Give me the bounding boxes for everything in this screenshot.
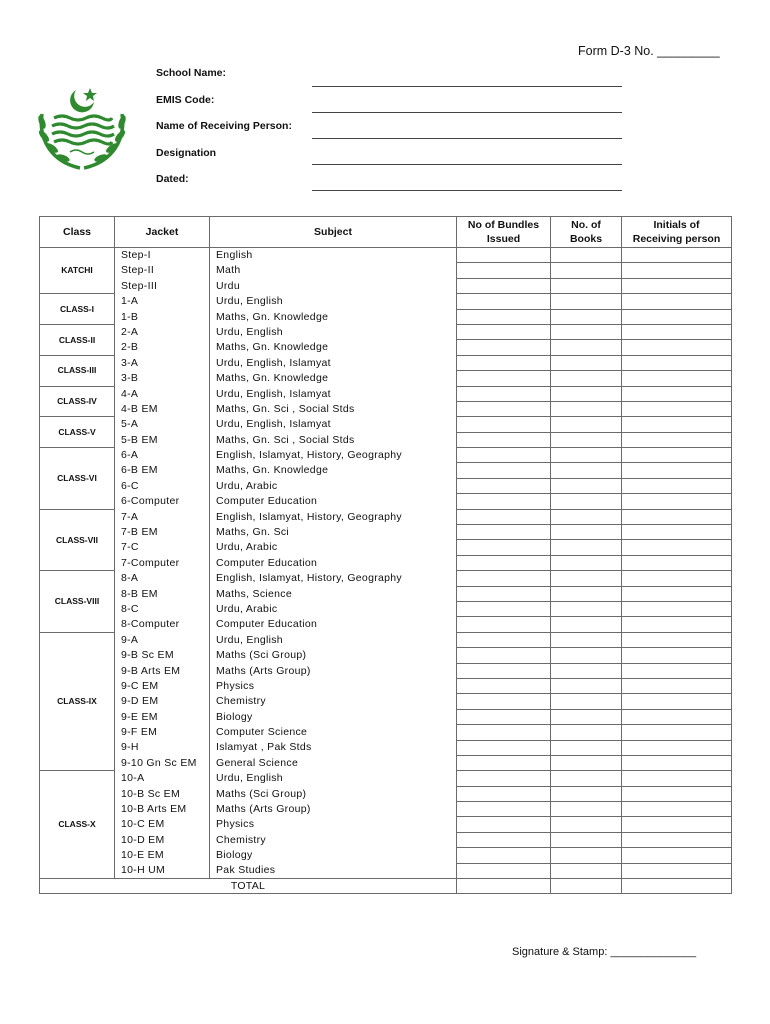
books-count-cell[interactable] [551,786,622,801]
school-name-label: School Name: [156,67,227,79]
subject-cell: Chemistry [210,832,457,847]
initials-cell[interactable] [622,755,732,770]
bundles-issued-cell[interactable] [457,263,551,278]
table-row [40,494,732,509]
initials-cell[interactable] [622,386,732,401]
jacket-cell: 2-A [115,324,210,339]
bundles-issued-cell[interactable] [457,509,551,524]
table-row [40,648,732,663]
bundles-issued-cell[interactable] [457,309,551,324]
books-count-cell[interactable] [551,417,622,432]
table-row [40,832,732,847]
initials-cell[interactable] [622,663,732,678]
books-count-cell[interactable] [551,771,622,786]
books-count-cell[interactable] [551,509,622,524]
table-row [40,740,732,755]
jacket-cell: 10-C EM [115,817,210,832]
total-books-cell[interactable] [551,879,622,894]
dated-label: Dated: [156,173,189,185]
jacket-cell: 2-B [115,340,210,355]
initials-cell[interactable] [622,448,732,463]
table-row [40,525,732,540]
table-row [40,340,732,355]
bundles-issued-cell[interactable] [457,740,551,755]
initials-cell[interactable] [622,555,732,570]
initials-cell[interactable] [622,725,732,740]
subject-cell: Urdu, English [210,632,457,647]
class-cell: CLASS-IX [40,632,115,771]
books-count-cell[interactable] [551,340,622,355]
books-count-cell[interactable] [551,263,622,278]
subject-cell: Computer Science [210,725,457,740]
table-row [40,540,732,555]
initials-cell[interactable] [622,401,732,416]
class-cell: CLASS-II [40,324,115,355]
books-count-cell[interactable] [551,601,622,616]
subject-cell: Pak Studies [210,863,457,878]
books-count-cell[interactable] [551,525,622,540]
bundles-issued-cell[interactable] [457,401,551,416]
books-count-cell[interactable] [551,324,622,339]
subject-cell: Math [210,263,457,278]
bundles-issued-cell[interactable] [457,725,551,740]
initials-cell[interactable] [622,340,732,355]
initials-cell[interactable] [622,617,732,632]
initials-cell[interactable] [622,417,732,432]
jacket-cell: 10-E EM [115,848,210,863]
table-row [40,694,732,709]
books-count-cell[interactable] [551,355,622,370]
jacket-cell: 9-H [115,740,210,755]
class-cell: CLASS-VI [40,448,115,510]
subject-cell: Urdu [210,278,457,293]
bundles-issued-cell[interactable] [457,755,551,770]
table-row [40,432,732,447]
initials-cell[interactable] [622,571,732,586]
books-count-cell[interactable] [551,555,622,570]
jacket-cell: 9-B Sc EM [115,648,210,663]
total-bundles-cell[interactable] [457,879,551,894]
bundles-issued-cell[interactable] [457,571,551,586]
table-row [40,632,732,647]
books-count-cell[interactable] [551,648,622,663]
subject-cell: Maths (Sci Group) [210,648,457,663]
table-row [40,248,732,263]
table-row [40,401,732,416]
jacket-cell: 9-B Arts EM [115,663,210,678]
subject-cell: Maths, Gn. Sci , Social Stds [210,432,457,447]
punjab-emblem-logo [32,82,132,174]
subject-cell: Urdu, English, Islamyat [210,417,457,432]
jacket-cell: 8-C [115,601,210,616]
books-count-cell[interactable] [551,540,622,555]
bundles-issued-cell[interactable] [457,709,551,724]
bundles-issued-cell[interactable] [457,694,551,709]
column-header-jacket: Jacket [115,217,210,248]
subject-cell: Urdu, Arabic [210,601,457,616]
bundles-issued-cell[interactable] [457,340,551,355]
bundles-issued-cell[interactable] [457,355,551,370]
books-count-cell[interactable] [551,309,622,324]
initials-cell[interactable] [622,632,732,647]
subject-cell: Urdu, English, Islamyat [210,355,457,370]
bundles-issued-cell[interactable] [457,848,551,863]
bundles-issued-cell[interactable] [457,324,551,339]
table-row [40,817,732,832]
subject-cell: Biology [210,709,457,724]
subject-cell: Maths (Arts Group) [210,663,457,678]
subject-cell: Maths (Sci Group) [210,786,457,801]
emis-code-label: EMIS Code: [156,94,215,106]
jacket-cell: 6-Computer [115,494,210,509]
bundles-issued-cell[interactable] [457,817,551,832]
table-row [40,709,732,724]
books-count-cell[interactable] [551,494,622,509]
bundles-issued-cell[interactable] [457,632,551,647]
bundles-issued-cell[interactable] [457,432,551,447]
books-count-cell[interactable] [551,278,622,293]
subject-cell: Islamyat , Pak Stds [210,740,457,755]
books-count-cell[interactable] [551,571,622,586]
designation-label: Designation [156,147,217,159]
jacket-cell: 7-A [115,509,210,524]
jacket-cell: 10-B Sc EM [115,786,210,801]
table-row [40,725,732,740]
initials-cell[interactable] [622,802,732,817]
books-count-cell[interactable] [551,694,622,709]
subject-cell: Physics [210,817,457,832]
table-row [40,448,732,463]
subject-cell: Maths (Arts Group) [210,802,457,817]
table-row [40,463,732,478]
initials-cell[interactable] [622,694,732,709]
jacket-cell: 4-B EM [115,401,210,416]
books-count-cell[interactable] [551,678,622,693]
subject-cell: Urdu, Arabic [210,478,457,493]
table-row [40,555,732,570]
jacket-cell: 7-B EM [115,525,210,540]
subject-cell: English [210,248,457,263]
bundles-issued-cell[interactable] [457,648,551,663]
table-row [40,309,732,324]
subject-cell: Urdu, English, Islamyat [210,386,457,401]
books-count-cell[interactable] [551,294,622,309]
bundles-issued-cell[interactable] [457,371,551,386]
initials-cell[interactable] [622,294,732,309]
initials-cell[interactable] [622,463,732,478]
table-row [40,509,732,524]
subject-cell: Computer Education [210,617,457,632]
jacket-cell: 9-D EM [115,694,210,709]
jacket-cell: 1-B [115,309,210,324]
jacket-cell: 7-Computer [115,555,210,570]
table-row [40,786,732,801]
bundles-issued-cell[interactable] [457,863,551,878]
books-count-cell[interactable] [551,755,622,770]
school-name-field[interactable] [312,86,622,87]
table-row [40,771,732,786]
initials-cell[interactable] [622,494,732,509]
books-count-cell[interactable] [551,617,622,632]
bundles-issued-cell[interactable] [457,663,551,678]
bundles-issued-cell[interactable] [457,832,551,847]
jacket-cell: Step-III [115,278,210,293]
table-row [40,478,732,493]
initials-cell[interactable] [622,709,732,724]
jacket-cell: 10-D EM [115,832,210,847]
jacket-cell: 10-A [115,771,210,786]
initials-cell[interactable] [622,771,732,786]
subject-cell: Maths, Gn. Knowledge [210,309,457,324]
jacket-cell: 10-B Arts EM [115,802,210,817]
bundles-issued-cell[interactable] [457,417,551,432]
bundles-issued-cell[interactable] [457,802,551,817]
bundles-issued-cell[interactable] [457,278,551,293]
column-header-books: No. of Books [551,217,622,248]
table-row [40,386,732,401]
subject-cell: Physics [210,678,457,693]
jacket-cell: 1-A [115,294,210,309]
table-row [40,863,732,878]
jacket-cell: 4-A [115,386,210,401]
initials-cell[interactable] [622,740,732,755]
books-count-cell[interactable] [551,432,622,447]
column-header-class: Class [40,217,115,248]
subject-cell: Urdu, English [210,324,457,339]
subject-cell: English, Islamyat, History, Geography [210,448,457,463]
receiving-person-label: Name of Receiving Person: [156,120,292,132]
subject-cell: Chemistry [210,694,457,709]
subject-cell: Maths, Gn. Knowledge [210,371,457,386]
table-row [40,848,732,863]
bundles-issued-cell[interactable] [457,771,551,786]
jacket-cell: 8-Computer [115,617,210,632]
class-cell: CLASS-VII [40,509,115,571]
emis-code-field[interactable] [312,112,622,113]
bundles-issued-cell[interactable] [457,617,551,632]
subject-cell: Urdu, Arabic [210,540,457,555]
class-cell: CLASS-I [40,294,115,325]
jacket-cell: 6-B EM [115,463,210,478]
subject-cell: Biology [210,848,457,863]
jacket-cell: 9-A [115,632,210,647]
bundles-issued-cell[interactable] [457,525,551,540]
subject-cell: English, Islamyat, History, Geography [210,571,457,586]
bundles-issued-cell[interactable] [457,463,551,478]
books-count-cell[interactable] [551,802,622,817]
class-cell: CLASS-VIII [40,571,115,633]
subject-cell: Maths, Gn. Sci [210,525,457,540]
initials-cell[interactable] [622,678,732,693]
initials-cell[interactable] [622,832,732,847]
table-row [40,617,732,632]
dated-field[interactable] [312,190,622,191]
initials-cell[interactable] [622,278,732,293]
books-count-cell[interactable] [551,832,622,847]
total-initials-cell[interactable] [622,879,732,894]
table-row [40,294,732,309]
bundles-issued-cell[interactable] [457,678,551,693]
bundles-issued-cell[interactable] [457,601,551,616]
initials-cell[interactable] [622,432,732,447]
books-count-cell[interactable] [551,663,622,678]
table-row [40,755,732,770]
subject-cell: Maths, Gn. Knowledge [210,340,457,355]
form-number: Form D-3 No. _________ [578,44,720,58]
bundles-issued-cell[interactable] [457,540,551,555]
initials-cell[interactable] [622,525,732,540]
table-row [40,663,732,678]
initials-cell[interactable] [622,601,732,616]
distribution-table [39,216,732,894]
subject-cell: Computer Education [210,494,457,509]
bundles-issued-cell[interactable] [457,386,551,401]
table-body [40,248,732,894]
subject-cell: Maths, Science [210,586,457,601]
jacket-cell: 5-B EM [115,432,210,447]
table-row [40,571,732,586]
books-count-cell[interactable] [551,863,622,878]
initials-cell[interactable] [622,263,732,278]
books-count-cell[interactable] [551,632,622,647]
initials-cell[interactable] [622,509,732,524]
initials-cell[interactable] [622,540,732,555]
subject-cell: Urdu, English [210,771,457,786]
bundles-issued-cell[interactable] [457,248,551,263]
jacket-cell: 9-10 Gn Sc EM [115,755,210,770]
jacket-cell: 7-C [115,540,210,555]
initials-cell[interactable] [622,848,732,863]
bundles-issued-cell[interactable] [457,294,551,309]
table-row [40,601,732,616]
initials-cell[interactable] [622,324,732,339]
total-row [40,879,732,894]
table-row [40,802,732,817]
initials-cell[interactable] [622,648,732,663]
jacket-cell: 3-A [115,355,210,370]
total-label: TOTAL [40,879,457,894]
subject-cell: Computer Education [210,555,457,570]
table-row [40,586,732,601]
table-row [40,324,732,339]
table-header-row [40,217,732,248]
designation-field[interactable] [312,164,622,165]
table-row [40,278,732,293]
subject-cell: General Science [210,755,457,770]
books-count-cell[interactable] [551,740,622,755]
jacket-cell: 6-A [115,448,210,463]
initials-cell[interactable] [622,248,732,263]
books-count-cell[interactable] [551,463,622,478]
initials-cell[interactable] [622,309,732,324]
initials-cell[interactable] [622,817,732,832]
bundles-issued-cell[interactable] [457,494,551,509]
table-row [40,355,732,370]
jacket-cell: 9-F EM [115,725,210,740]
initials-cell[interactable] [622,586,732,601]
jacket-cell: Step-I [115,248,210,263]
books-count-cell[interactable] [551,586,622,601]
subject-cell: English, Islamyat, History, Geography [210,509,457,524]
bundles-issued-cell[interactable] [457,586,551,601]
jacket-cell: 10-H UM [115,863,210,878]
table-row [40,417,732,432]
table-row [40,678,732,693]
table-row [40,263,732,278]
books-count-cell[interactable] [551,478,622,493]
signature-stamp-line: Signature & Stamp: ______________ [512,946,697,958]
subject-cell: Urdu, English [210,294,457,309]
books-count-cell[interactable] [551,386,622,401]
books-count-cell[interactable] [551,848,622,863]
jacket-cell: 8-B EM [115,586,210,601]
class-cell: CLASS-IV [40,386,115,417]
class-cell: KATCHI [40,248,115,294]
subject-cell: Maths, Gn. Sci , Social Stds [210,401,457,416]
jacket-cell: 6-C [115,478,210,493]
books-count-cell[interactable] [551,448,622,463]
initials-cell[interactable] [622,863,732,878]
class-cell: CLASS-III [40,355,115,386]
initials-cell[interactable] [622,371,732,386]
bundles-issued-cell[interactable] [457,478,551,493]
books-count-cell[interactable] [551,248,622,263]
initials-cell[interactable] [622,478,732,493]
jacket-cell: 3-B [115,371,210,386]
books-count-cell[interactable] [551,709,622,724]
initials-cell[interactable] [622,355,732,370]
jacket-cell: 9-E EM [115,709,210,724]
table-row [40,371,732,386]
class-cell: CLASS-V [40,417,115,448]
jacket-cell: 8-A [115,571,210,586]
bundles-issued-cell[interactable] [457,555,551,570]
books-count-cell[interactable] [551,817,622,832]
subject-cell: Maths, Gn. Knowledge [210,463,457,478]
column-header-initials: Initials of Receiving person [622,217,732,248]
jacket-cell: 5-A [115,417,210,432]
books-count-cell[interactable] [551,371,622,386]
bundles-issued-cell[interactable] [457,448,551,463]
books-count-cell[interactable] [551,401,622,416]
bundles-issued-cell[interactable] [457,786,551,801]
jacket-cell: 9-C EM [115,678,210,693]
receiving-person-field[interactable] [312,138,622,139]
class-cell: CLASS-X [40,771,115,879]
initials-cell[interactable] [622,786,732,801]
column-header-subject: Subject [210,217,457,248]
books-count-cell[interactable] [551,725,622,740]
jacket-cell: Step-II [115,263,210,278]
column-header-bundles: No of Bundles Issued [457,217,551,248]
